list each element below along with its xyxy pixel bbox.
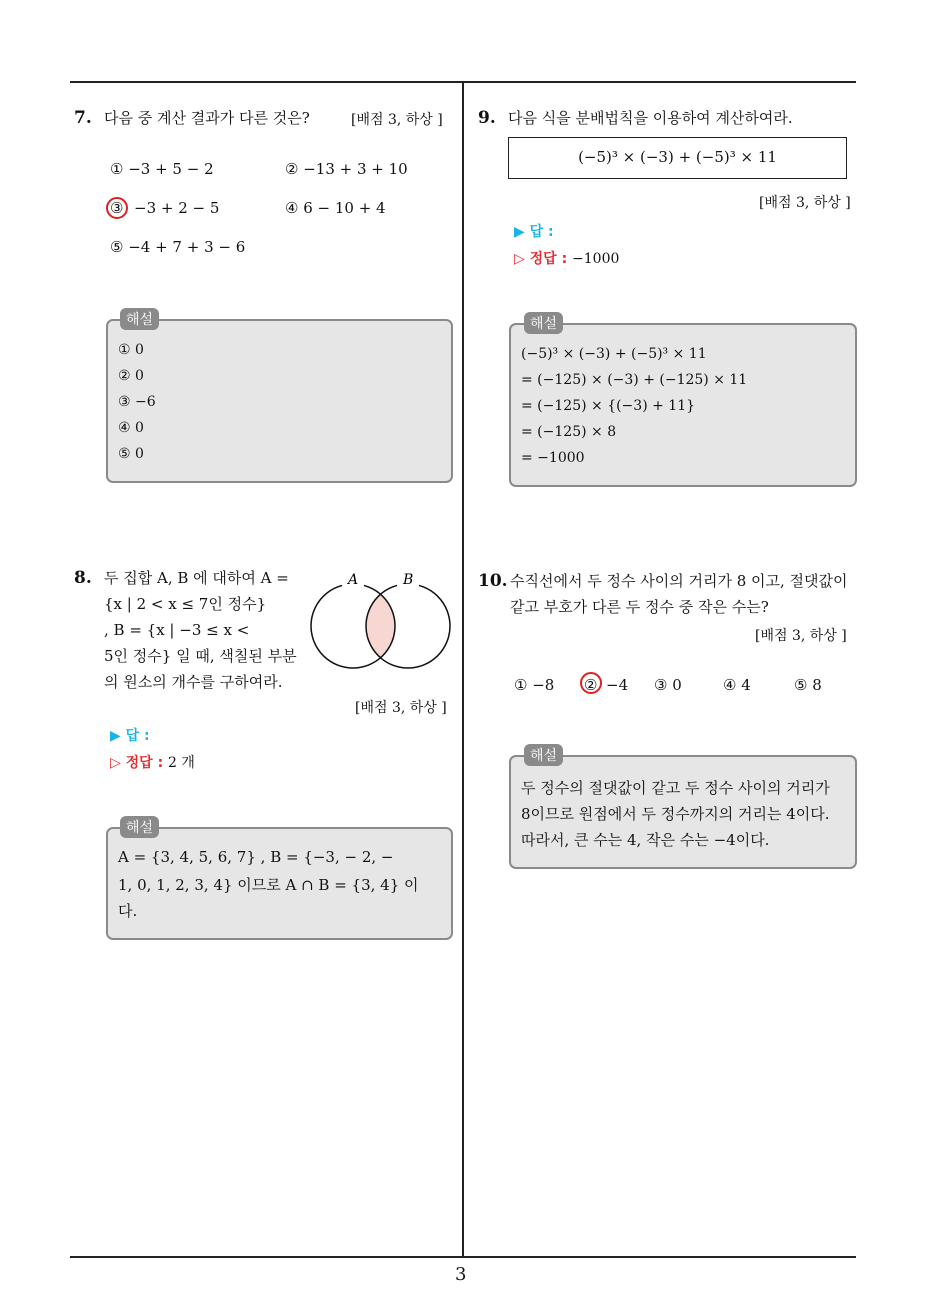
q10-exp-line: 두 정수의 절댓값이 같고 두 정수 사이의 거리가	[521, 779, 830, 797]
q8-venn-diagram	[306, 568, 458, 676]
q8-explanation-tag: 해설	[120, 816, 159, 838]
q8-question-line: , B = {x | −3 ≤ x <	[104, 621, 250, 639]
q7-choice-2[interactable]: ② −13 + 3 + 10	[285, 160, 408, 178]
q8-answer-prompt[interactable]: ▶ 답 :	[110, 728, 150, 744]
bottom-rule	[70, 1256, 856, 1258]
q9-number: 9.	[478, 108, 496, 128]
q9-correct-label: ▷ 정답 :	[514, 251, 568, 267]
q8-correct-answer	[110, 752, 195, 772]
q8-score: [배점 3, 하상 ]	[355, 700, 447, 716]
q7-exp-line: ⑤ 0	[118, 446, 144, 462]
q7-exp-line: ③ −6	[118, 394, 156, 410]
q9-exp-line: = −1000	[521, 450, 585, 466]
q10-explanation-tag: 해설	[524, 744, 563, 766]
q7-choice-1[interactable]: ① −3 + 5 − 2	[110, 160, 214, 178]
column-divider	[462, 82, 464, 1257]
q10-question-line: 같고 부호가 다른 두 정수 중 작은 수는?	[510, 598, 769, 616]
q7-choice-5[interactable]: ⑤ −4 + 7 + 3 − 6	[110, 238, 246, 256]
q8-exp-line: 다.	[118, 902, 138, 920]
q8-question-line: 두 집합 A, B 에 대하여 A =	[104, 569, 289, 587]
q10-choice-2[interactable]: −4	[606, 676, 629, 694]
q9-exp-line: = (−125) × 8	[521, 424, 617, 440]
q8-correct-label: ▷ 정답 :	[110, 755, 164, 771]
q7-choice-4[interactable]: ④ 6 − 10 + 4	[285, 199, 386, 217]
q9-exp-line: = (−125) × (−3) + (−125) × 11	[521, 372, 748, 388]
q10-number: 10.	[478, 571, 508, 591]
q9-exp-line: = (−125) × {(−3) + 11}	[521, 398, 696, 414]
venn-label-a: A	[348, 572, 359, 588]
q7-choice-3-symbol[interactable]: ③	[110, 199, 124, 217]
q10-choice-3[interactable]: ③ 0	[654, 676, 682, 694]
q7-explanation-tag: 해설	[120, 308, 159, 330]
q9-score: [배점 3, 하상 ]	[759, 195, 851, 211]
q9-question: 다음 식을 분배법칙을 이용하여 계산하여라.	[508, 109, 793, 127]
q7-score: [배점 3, 하상 ]	[351, 112, 443, 128]
q10-choice-2-symbol[interactable]: ②	[584, 676, 598, 694]
q10-choice-5[interactable]: ⑤ 8	[794, 676, 822, 694]
q9-answer-value: −1000	[572, 251, 620, 267]
q10-exp-line: 따라서, 큰 수는 4, 작은 수는 −4이다.	[521, 831, 770, 849]
q8-answer-value: 2 개	[168, 755, 195, 771]
q10-question-line: 수직선에서 두 정수 사이의 거리가 8 이고, 절댓값이	[510, 572, 848, 590]
q10-choice-4[interactable]: ④ 4	[723, 676, 751, 694]
q8-exp-line: 1, 0, 1, 2, 3, 4} 이므로 A ∩ B = {3, 4} 이	[118, 876, 419, 894]
q8-question-line: 5인 정수} 일 때, 색칠된 부분	[104, 647, 297, 665]
q8-question-line: 의 원소의 개수를 구하여라.	[104, 673, 283, 691]
q9-explanation-tag: 해설	[524, 312, 563, 334]
q7-choice-3[interactable]: −3 + 2 − 5	[134, 199, 220, 217]
q10-score: [배점 3, 하상 ]	[755, 628, 847, 644]
q7-explanation-box	[106, 319, 453, 483]
q7-number: 7.	[74, 108, 92, 128]
q10-choice-1[interactable]: ① −8	[514, 676, 555, 694]
venn-label-b: B	[403, 572, 414, 588]
q9-correct-answer	[514, 248, 619, 268]
q8-exp-line: A = {3, 4, 5, 6, 7} , B = {−3, − 2, −	[118, 848, 394, 866]
q7-question: 다음 중 계산 결과가 다른 것은?	[104, 109, 310, 127]
q10-exp-line: 8이므로 원점에서 두 정수까지의 거리는 4이다.	[521, 805, 830, 823]
q9-expression: (−5)³ × (−3) + (−5)³ × 11	[578, 148, 777, 166]
page-number: 3	[455, 1264, 467, 1285]
q7-exp-line: ① 0	[118, 342, 144, 358]
q9-exp-line: (−5)³ × (−3) + (−5)³ × 11	[521, 346, 707, 362]
q7-exp-line: ④ 0	[118, 420, 144, 436]
q8-number: 8.	[74, 568, 92, 588]
q7-exp-line: ② 0	[118, 368, 144, 384]
q8-question-line: {x | 2 < x ≤ 7인 정수}	[104, 595, 267, 613]
q9-answer-prompt[interactable]: ▶ 답 :	[514, 224, 554, 240]
